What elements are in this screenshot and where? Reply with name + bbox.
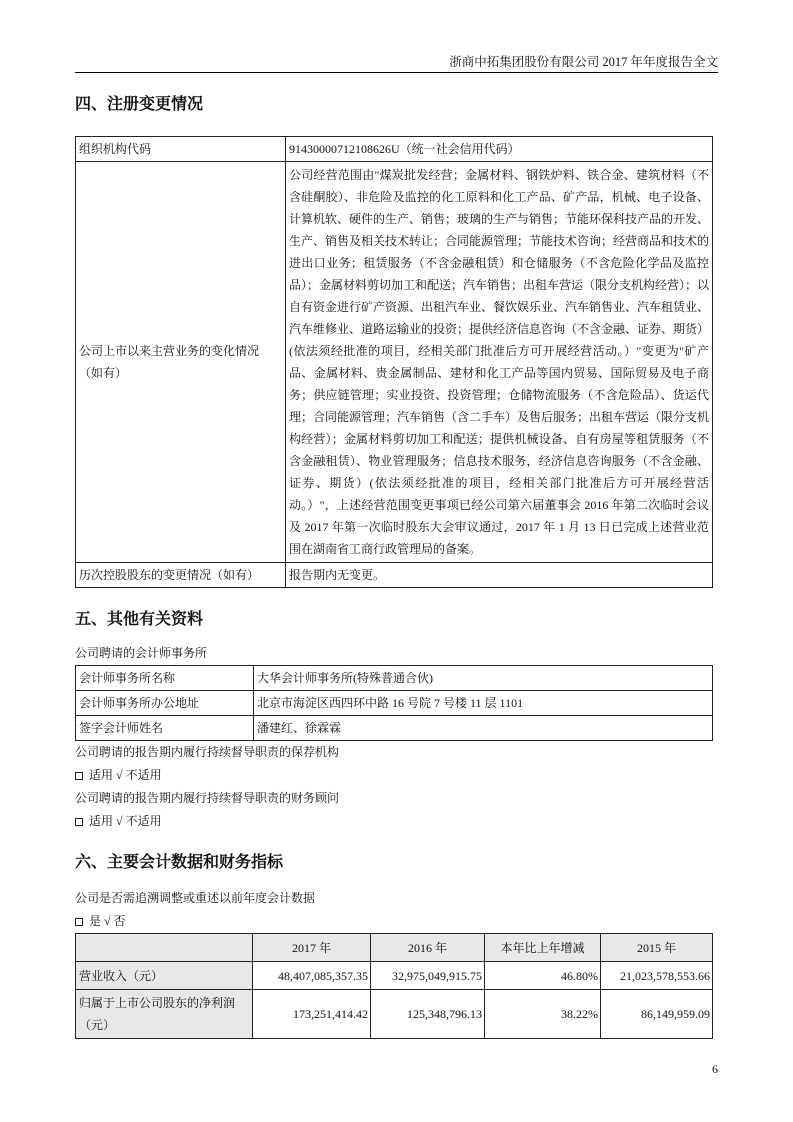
row-label: 组织机构代码 bbox=[76, 137, 286, 162]
checkbox-icon bbox=[75, 818, 83, 826]
financial-data-table bbox=[75, 933, 713, 1039]
header-cell: 2016 年 bbox=[371, 934, 485, 962]
row-value: 大华会计师事务所(特殊普通合伙) bbox=[254, 666, 713, 691]
row-value: 报告期内无变更。 bbox=[286, 563, 713, 588]
header-cell: 2015 年 bbox=[601, 934, 713, 962]
checkbox-icon bbox=[75, 918, 83, 926]
advisor-question: 公司聘请的报告期内履行持续督导职责的财务顾问 bbox=[75, 791, 340, 805]
value-cell: 21,023,578,553.66 bbox=[601, 962, 713, 990]
value-cell: 125,348,796.13 bbox=[371, 990, 485, 1039]
value-cell: 86,149,959.09 bbox=[601, 990, 713, 1039]
value-cell: 48,407,085,357.35 bbox=[253, 962, 371, 990]
row-value: 潘建红、徐霖霖 bbox=[254, 716, 713, 741]
value-cell: 38.22% bbox=[485, 990, 601, 1039]
table-row bbox=[76, 716, 713, 741]
auditor-table bbox=[75, 665, 713, 741]
value-cell: 32,975,049,915.75 bbox=[371, 962, 485, 990]
answer-text: 是 √ 否 bbox=[89, 914, 126, 928]
row-label: 会计师事务所名称 bbox=[76, 666, 254, 691]
header-divider bbox=[75, 72, 718, 73]
row-value: 91430000712108626U（统一社会信用代码） bbox=[286, 137, 713, 162]
value-cell: 46.80% bbox=[485, 962, 601, 990]
restatement-question: 公司是否需追溯调整或重述以前年度会计数据 bbox=[75, 891, 316, 905]
row-value: 公司经营范围由"煤炭批发经营；金属材料、钢铁炉料、铁合金、建筑材料（不含硅酮胶）、非危险及监控的化工原料和化工产品、矿产品，机械、电子设备、计算机软、硬件的生产、销售；玻璃的生产与销售；节能环保科技产品的开发、生产、销售及相关技术转让；合同能源管理；节能技术咨询；经营商品和技术的进出口业务；租赁服务（不含金融租赁）和仓储服务（不含危险化学品及监控品）；金属材料剪切加工和配送；汽车销售；出租车营运（限分支机构经营）；以自有资金进行矿产资源、出租汽车业、餐饮娱乐业、汽车销售业、汽车租赁业、汽车维修业、道路运输业的投资；提供经济信息咨询（不含金融、证券、期货）(依法须经批准的项目，经相关部门批准后方可开展经营活动。）"变更为"矿产品、金属材料、贵金属制品、建材和化工产品等国内贸易、国际贸易及电子商务；供应链管理；实业投资、投资管理；仓储物流服务（不含危险品）、货运代理；合同能源管理；汽车销售（含二手车）及售后服务；出租车营运（限分支机构经营）；金属材料剪切加工和配送；提供机械设备、自有房屋等租赁服务（不含金融租赁）、物业管理服务；信息技术服务，经济信息咨询服务（不含金融、证券、期货）(依法须经批准的项目，经相关部门批准后方可开展经营活动。）"，上述经营范围变更事项已经公司第六届董事会 2016 年第二次临时会议及 2017 年第一次临时股东大会审议通过，2017 年 1 月 13 日已完成上述营业范围在湖南省工商行政管理局的备案。 bbox=[286, 162, 713, 563]
checkbox-icon bbox=[75, 772, 83, 780]
page-number: 6 bbox=[712, 1062, 718, 1076]
running-header: 浙商中拓集团股份有限公司 2017 年年度报告全文 bbox=[449, 55, 718, 69]
table-row bbox=[76, 691, 713, 716]
registration-change-table bbox=[75, 136, 713, 588]
section-4-title: 四、注册变更情况 bbox=[75, 96, 204, 113]
row-label: 归属于上市公司股东的净利润（元） bbox=[76, 990, 253, 1039]
table-header-row bbox=[76, 934, 713, 962]
table-row bbox=[76, 563, 713, 588]
table-row bbox=[76, 137, 713, 162]
table-row bbox=[76, 962, 713, 990]
row-value: 北京市海淀区西四环中路 16 号院 7 号楼 11 层 1101 bbox=[254, 691, 713, 716]
row-label: 会计师事务所办公地址 bbox=[76, 691, 254, 716]
section-6-title: 六、主要会计数据和财务指标 bbox=[75, 854, 284, 871]
auditor-intro: 公司聘请的会计师事务所 bbox=[75, 646, 208, 660]
advisor-answer bbox=[75, 810, 718, 833]
table-row bbox=[76, 990, 713, 1039]
header-cell: 本年比上年增减 bbox=[485, 934, 601, 962]
row-label: 历次控股股东的变更情况（如有） bbox=[76, 563, 286, 588]
sponsor-question: 公司聘请的报告期内履行持续督导职责的保荐机构 bbox=[75, 745, 340, 759]
table-row bbox=[76, 666, 713, 691]
restatement-answer bbox=[75, 910, 718, 933]
header-cell: 2017 年 bbox=[253, 934, 371, 962]
table-row bbox=[76, 162, 713, 563]
header-cell bbox=[76, 934, 253, 962]
row-label: 公司上市以来主营业务的变化情况（如有） bbox=[76, 162, 286, 563]
row-label: 营业收入（元） bbox=[76, 962, 253, 990]
row-label: 签字会计师姓名 bbox=[76, 716, 254, 741]
value-cell: 173,251,414.42 bbox=[253, 990, 371, 1039]
answer-text: 适用 √ 不适用 bbox=[89, 768, 162, 782]
answer-text: 适用 √ 不适用 bbox=[89, 814, 162, 828]
section-5-title: 五、其他有关资料 bbox=[75, 611, 204, 628]
sponsor-answer bbox=[75, 764, 718, 787]
